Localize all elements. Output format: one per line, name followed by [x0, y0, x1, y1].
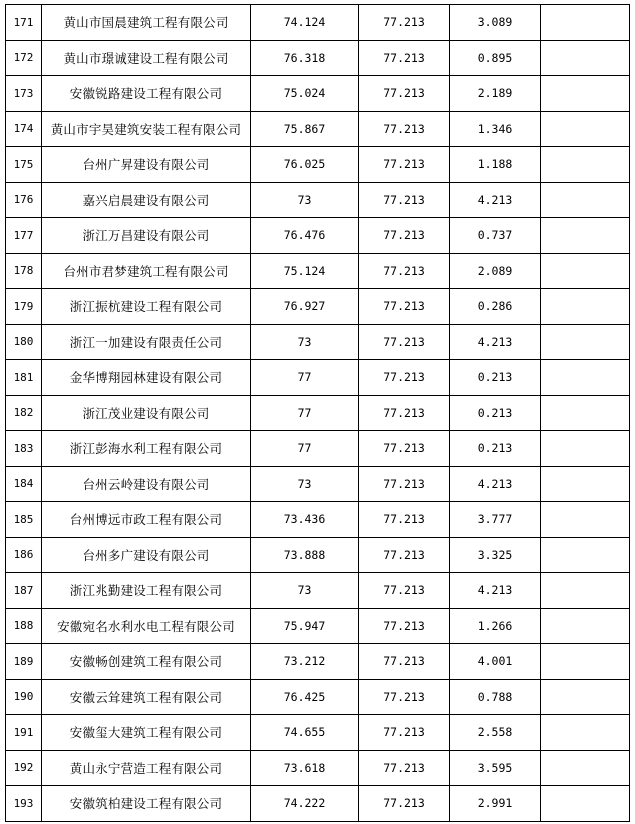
benchmark-cell: 77.213	[359, 537, 450, 573]
company-name-cell: 台州市君梦建筑工程有限公司	[42, 253, 251, 289]
company-name-cell: 安徽云耸建筑工程有限公司	[42, 679, 251, 715]
note-cell	[541, 644, 630, 680]
difference-cell: 0.895	[450, 40, 541, 76]
score-cell: 73	[251, 182, 359, 218]
company-name-cell: 安徽畅创建筑工程有限公司	[42, 644, 251, 680]
score-cell: 76.927	[251, 289, 359, 325]
row-number-cell: 174	[6, 111, 42, 147]
table-row	[6, 253, 630, 289]
note-cell	[541, 111, 630, 147]
company-name-cell: 黄山市宇昊建筑安装工程有限公司	[42, 111, 251, 147]
benchmark-cell: 77.213	[359, 40, 450, 76]
company-name-cell: 浙江一加建设有限责任公司	[42, 324, 251, 360]
company-name-cell: 嘉兴启晨建设有限公司	[42, 182, 251, 218]
note-cell	[541, 182, 630, 218]
row-number-cell: 184	[6, 466, 42, 502]
difference-cell: 4.213	[450, 182, 541, 218]
table-row	[6, 395, 630, 431]
note-cell	[541, 289, 630, 325]
company-name-cell: 浙江振杭建设工程有限公司	[42, 289, 251, 325]
row-number-cell: 182	[6, 395, 42, 431]
note-cell	[541, 147, 630, 183]
difference-cell: 0.737	[450, 218, 541, 254]
difference-cell: 0.213	[450, 395, 541, 431]
benchmark-cell: 77.213	[359, 76, 450, 112]
difference-cell: 3.595	[450, 750, 541, 786]
row-number-cell: 176	[6, 182, 42, 218]
table-row	[6, 431, 630, 467]
note-cell	[541, 466, 630, 502]
table-row	[6, 644, 630, 680]
note-cell	[541, 5, 630, 41]
benchmark-cell: 77.213	[359, 750, 450, 786]
row-number-cell: 181	[6, 360, 42, 396]
note-cell	[541, 715, 630, 751]
difference-cell: 4.213	[450, 573, 541, 609]
benchmark-cell: 77.213	[359, 289, 450, 325]
company-name-cell: 浙江茂业建设有限公司	[42, 395, 251, 431]
benchmark-cell: 77.213	[359, 111, 450, 147]
company-name-cell: 台州多广建设有限公司	[42, 537, 251, 573]
score-cell: 74.222	[251, 786, 359, 822]
benchmark-cell: 77.213	[359, 147, 450, 183]
note-cell	[541, 395, 630, 431]
score-cell: 74.655	[251, 715, 359, 751]
note-cell	[541, 40, 630, 76]
row-number-cell: 177	[6, 218, 42, 254]
benchmark-cell: 77.213	[359, 679, 450, 715]
company-name-cell: 台州博远市政工程有限公司	[42, 502, 251, 538]
score-cell: 76.025	[251, 147, 359, 183]
company-name-cell: 浙江兆勤建设工程有限公司	[42, 573, 251, 609]
score-cell: 73.436	[251, 502, 359, 538]
score-cell: 75.124	[251, 253, 359, 289]
table-row	[6, 111, 630, 147]
row-number-cell: 193	[6, 786, 42, 822]
benchmark-cell: 77.213	[359, 431, 450, 467]
difference-cell: 2.189	[450, 76, 541, 112]
score-cell: 76.476	[251, 218, 359, 254]
difference-cell: 2.558	[450, 715, 541, 751]
table-row	[6, 289, 630, 325]
company-name-cell: 黄山市璟诚建设工程有限公司	[42, 40, 251, 76]
table-row	[6, 40, 630, 76]
results-table	[5, 4, 630, 822]
row-number-cell: 185	[6, 502, 42, 538]
difference-cell: 2.089	[450, 253, 541, 289]
difference-cell: 3.777	[450, 502, 541, 538]
difference-cell: 0.286	[450, 289, 541, 325]
table-row	[6, 786, 630, 822]
difference-cell: 0.788	[450, 679, 541, 715]
table-row	[6, 218, 630, 254]
difference-cell: 2.991	[450, 786, 541, 822]
row-number-cell: 189	[6, 644, 42, 680]
row-number-cell: 173	[6, 76, 42, 112]
difference-cell: 4.001	[450, 644, 541, 680]
difference-cell: 1.346	[450, 111, 541, 147]
score-cell: 73.212	[251, 644, 359, 680]
difference-cell: 1.266	[450, 608, 541, 644]
score-cell: 77	[251, 431, 359, 467]
benchmark-cell: 77.213	[359, 644, 450, 680]
table-row	[6, 324, 630, 360]
row-number-cell: 171	[6, 5, 42, 41]
row-number-cell: 178	[6, 253, 42, 289]
score-cell: 73.618	[251, 750, 359, 786]
table-row	[6, 502, 630, 538]
note-cell	[541, 360, 630, 396]
score-cell: 76.425	[251, 679, 359, 715]
benchmark-cell: 77.213	[359, 466, 450, 502]
row-number-cell: 180	[6, 324, 42, 360]
table-row	[6, 360, 630, 396]
table-row	[6, 715, 630, 751]
company-name-cell: 浙江万昌建设有限公司	[42, 218, 251, 254]
table-row	[6, 679, 630, 715]
table-row	[6, 182, 630, 218]
benchmark-cell: 77.213	[359, 182, 450, 218]
difference-cell: 4.213	[450, 324, 541, 360]
score-cell: 73	[251, 573, 359, 609]
benchmark-cell: 77.213	[359, 360, 450, 396]
benchmark-cell: 77.213	[359, 218, 450, 254]
row-number-cell: 172	[6, 40, 42, 76]
difference-cell: 3.325	[450, 537, 541, 573]
row-number-cell: 179	[6, 289, 42, 325]
row-number-cell: 188	[6, 608, 42, 644]
table-row	[6, 750, 630, 786]
row-number-cell: 192	[6, 750, 42, 786]
benchmark-cell: 77.213	[359, 395, 450, 431]
note-cell	[541, 537, 630, 573]
score-cell: 73.888	[251, 537, 359, 573]
score-cell: 77	[251, 395, 359, 431]
company-name-cell: 安徽宛名水利水电工程有限公司	[42, 608, 251, 644]
company-name-cell: 金华博翔园林建设有限公司	[42, 360, 251, 396]
benchmark-cell: 77.213	[359, 786, 450, 822]
difference-cell: 3.089	[450, 5, 541, 41]
benchmark-cell: 77.213	[359, 324, 450, 360]
table-row	[6, 5, 630, 41]
table-body	[6, 5, 630, 822]
score-cell: 75.947	[251, 608, 359, 644]
benchmark-cell: 77.213	[359, 253, 450, 289]
company-name-cell: 浙江彭海水利工程有限公司	[42, 431, 251, 467]
note-cell	[541, 324, 630, 360]
score-cell: 73	[251, 324, 359, 360]
benchmark-cell: 77.213	[359, 608, 450, 644]
note-cell	[541, 218, 630, 254]
note-cell	[541, 253, 630, 289]
row-number-cell: 186	[6, 537, 42, 573]
score-cell: 73	[251, 466, 359, 502]
company-name-cell: 安徽玺大建筑工程有限公司	[42, 715, 251, 751]
note-cell	[541, 608, 630, 644]
difference-cell: 4.213	[450, 466, 541, 502]
difference-cell: 1.188	[450, 147, 541, 183]
score-cell: 75.867	[251, 111, 359, 147]
note-cell	[541, 679, 630, 715]
table-row	[6, 537, 630, 573]
difference-cell: 0.213	[450, 431, 541, 467]
row-number-cell: 183	[6, 431, 42, 467]
score-cell: 76.318	[251, 40, 359, 76]
note-cell	[541, 786, 630, 822]
row-number-cell: 187	[6, 573, 42, 609]
row-number-cell: 190	[6, 679, 42, 715]
score-cell: 74.124	[251, 5, 359, 41]
results-sheet	[5, 4, 629, 822]
row-number-cell: 175	[6, 147, 42, 183]
company-name-cell: 台州云岭建设有限公司	[42, 466, 251, 502]
note-cell	[541, 502, 630, 538]
benchmark-cell: 77.213	[359, 573, 450, 609]
score-cell: 75.024	[251, 76, 359, 112]
row-number-cell: 191	[6, 715, 42, 751]
company-name-cell: 安徽锐路建设工程有限公司	[42, 76, 251, 112]
company-name-cell: 台州广昇建设有限公司	[42, 147, 251, 183]
score-cell: 77	[251, 360, 359, 396]
note-cell	[541, 573, 630, 609]
table-row	[6, 147, 630, 183]
note-cell	[541, 76, 630, 112]
table-row	[6, 608, 630, 644]
note-cell	[541, 431, 630, 467]
benchmark-cell: 77.213	[359, 715, 450, 751]
benchmark-cell: 77.213	[359, 5, 450, 41]
benchmark-cell: 77.213	[359, 502, 450, 538]
company-name-cell: 安徽筑柏建设工程有限公司	[42, 786, 251, 822]
table-row	[6, 466, 630, 502]
table-row	[6, 76, 630, 112]
note-cell	[541, 750, 630, 786]
company-name-cell: 黄山市国晨建筑工程有限公司	[42, 5, 251, 41]
company-name-cell: 黄山永宁营造工程有限公司	[42, 750, 251, 786]
table-row	[6, 573, 630, 609]
difference-cell: 0.213	[450, 360, 541, 396]
